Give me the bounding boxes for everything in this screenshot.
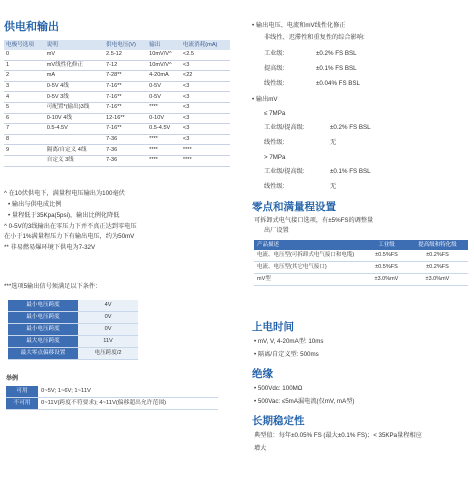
stability-line: 典型值：每年±0.05% FS (最大±0.1% FS)；< 35KPa量程相应: [254, 432, 422, 439]
table-cell: 0-5V 4线: [45, 81, 104, 92]
table-row: [254, 261, 468, 273]
table-cell: <3: [181, 81, 230, 92]
table-cell: 电流、电压型(其它电气接口): [254, 261, 366, 273]
table-cell: 7-36: [104, 155, 147, 166]
section-title-zero-span: 零点和满量程设置: [252, 201, 336, 213]
table-row: [4, 92, 230, 103]
table-cell: <3: [181, 134, 230, 145]
table-cell: 7-16**: [104, 81, 147, 92]
table-header-row: [4, 40, 230, 50]
zero-desc: 出厂设置: [264, 227, 289, 234]
table-cell: 0-10V 4线: [45, 113, 104, 124]
table-row: [4, 60, 230, 71]
table-cell: ±3.0%mV: [407, 273, 468, 285]
table-cell: 自定义 3线: [45, 155, 104, 166]
table-cell: ****: [181, 145, 230, 156]
table-cell: <3: [181, 102, 230, 113]
section-title-insulation: 绝缘: [252, 368, 273, 380]
table-row: [8, 312, 138, 324]
table-cell: 7-36: [104, 145, 147, 156]
insulation-line: • 500Vdc: 100MΩ: [254, 385, 303, 392]
table-cell: 7-36: [104, 134, 147, 145]
table-header: 工业级: [366, 240, 407, 250]
table-row: [6, 386, 218, 398]
config-label: 最大零点偏移设置: [8, 348, 78, 360]
table-row: [8, 336, 138, 348]
section-title-stability: 长期稳定性: [252, 415, 305, 427]
power-output-table: [4, 40, 230, 167]
table-cell: 0: [4, 50, 45, 60]
accuracy-label: 线性级:: [264, 183, 285, 190]
accuracy-label: 线性级:: [264, 139, 285, 146]
table-cell: 0-5V: [147, 81, 181, 92]
table-header: 说明: [45, 40, 104, 50]
table-cell: [4, 155, 45, 166]
config-value: 0V: [78, 312, 138, 324]
accuracy-value: 无: [330, 183, 337, 190]
table-cell: 12-16**: [104, 113, 147, 124]
note-line: • 输出与供电成比例: [8, 201, 62, 208]
table-header: 输出: [147, 40, 181, 50]
table-cell: 10mV/V^: [147, 50, 181, 60]
table-cell: 2: [4, 71, 45, 82]
note-line: • 量程低于35Kpa(5psi)，输出比例化降低: [8, 212, 120, 219]
table-cell: <3: [181, 60, 230, 71]
table-cell: 10mV/V^: [147, 60, 181, 71]
example-title: 举例: [6, 376, 19, 382]
mv-title: • 输出mV: [252, 96, 278, 103]
accuracy-intro: • 输出电压、电流和mV线性化修正: [252, 22, 346, 29]
config-label: 最小电压跨度: [8, 324, 78, 336]
table-cell: <22: [181, 71, 230, 82]
table-cell: 2.5-12: [104, 50, 147, 60]
table-cell: <3: [181, 92, 230, 103]
accuracy-label: 工业级/提高级:: [264, 124, 305, 131]
table-cell: 0.5-4.5V: [147, 124, 181, 135]
table-row: [8, 300, 138, 312]
note-line: ^ 在10伏供电下，满量程电压输出为100毫伏: [4, 190, 125, 197]
table-cell: 7-16**: [104, 124, 147, 135]
table-cell: ±3.0%mV: [366, 273, 407, 285]
config-value: 0V: [78, 324, 138, 336]
table-cell: 0-5V: [147, 92, 181, 103]
table-row: [8, 348, 138, 360]
table-cell: 3: [4, 81, 45, 92]
table-row: [4, 113, 230, 124]
note-line: 在小于1%满量程压力下有输出电压，约为50mV: [4, 233, 135, 240]
table-cell: ****: [147, 155, 181, 166]
table-cell: 电流、电压型(可拆卸式电气接口和电缆): [254, 250, 366, 261]
table-header: 供电电压(V): [104, 40, 147, 50]
table-cell: 1: [4, 60, 45, 71]
table-cell: 5: [4, 102, 45, 113]
table-cell: 0-5V 3线: [45, 92, 104, 103]
example-value: 0~11V(跨度不符要求); 4~11V(偏移超出允许范围): [38, 398, 218, 410]
table-cell: mA: [45, 71, 104, 82]
config-note: ***选项5输出信号须满足以下条件：: [4, 283, 102, 290]
accuracy-value: ±0.04% FS BSL: [316, 80, 360, 87]
table-cell: 7: [4, 124, 45, 135]
example-value: 0~5V; 1~6V; 1~11V: [38, 386, 218, 398]
table-cell: <3: [181, 124, 230, 135]
table-cell: mV线性化修正: [45, 60, 104, 71]
table-row: [4, 134, 230, 145]
table-row: [4, 81, 230, 92]
accuracy-value: 无: [330, 139, 337, 146]
section-title-power-output: 供电和输出: [4, 21, 59, 33]
table-cell: ±0.2%FS: [407, 261, 468, 273]
table-header: 电流消耗(mA): [181, 40, 230, 50]
config-value: 电压跨度/2: [78, 348, 138, 360]
table-cell: ****: [147, 134, 181, 145]
table-cell: 4-20mA: [147, 71, 181, 82]
table-cell: 可配置*(输出)3线: [45, 102, 104, 113]
table-cell: [45, 134, 104, 145]
accuracy-label: 线性级:: [264, 80, 285, 87]
table-cell: ±0.2%FS: [407, 250, 468, 261]
table-header: 提高级和特化级: [407, 240, 468, 250]
note-line: ^ 0-5V的3线输出在零压力下并不真正达到零电压: [4, 223, 137, 230]
table-cell: ****: [181, 155, 230, 166]
gt7-label: > 7MPa: [264, 154, 286, 161]
example-table: [6, 386, 218, 410]
table-cell: 隔离/自定义 4线: [45, 145, 104, 156]
config-table: [8, 300, 138, 360]
accuracy-label: 提高级:: [264, 65, 285, 72]
table-header: 产品描述: [254, 240, 366, 250]
table-cell: 8: [4, 134, 45, 145]
table-cell: <3: [181, 113, 230, 124]
accuracy-value: ±0.1% FS BSL: [330, 168, 371, 175]
power-on-line: • 隔离/自定义型: 500ms: [254, 351, 319, 358]
table-row: [254, 250, 468, 261]
accuracy-label: 工业级:: [264, 50, 285, 57]
power-on-line: • mV, V, 4-20mA型: 10ms: [254, 338, 324, 345]
zero-desc: 可拆卸式电气接口选项，有±5%FS的调整量: [254, 217, 374, 224]
table-row: [6, 398, 218, 410]
table-row: [8, 324, 138, 336]
config-value: 11V: [78, 336, 138, 348]
table-cell: ****: [147, 102, 181, 113]
config-label: 最小电压跨度: [8, 312, 78, 324]
section-title-power-on: 上电时间: [252, 321, 294, 333]
table-row: [4, 50, 230, 60]
table-row: [4, 102, 230, 113]
config-label: 最大电压跨度: [8, 336, 78, 348]
stability-line: 增大: [254, 445, 267, 452]
le7-label: ≤ 7MPa: [264, 110, 286, 117]
table-row: [4, 124, 230, 135]
table-row: [4, 155, 230, 166]
table-row: [4, 71, 230, 82]
table-cell: <2.5: [181, 50, 230, 60]
table-cell: 0-10V: [147, 113, 181, 124]
config-label: 最小电压跨度: [8, 300, 78, 312]
table-header: 电极号选项: [4, 40, 45, 50]
config-value: 4V: [78, 300, 138, 312]
note-line: ** 非易燃易爆环境下供电为7-32V: [4, 244, 96, 251]
table-cell: ****: [147, 145, 181, 156]
table-cell: 7-16**: [104, 102, 147, 113]
table-cell: 0.5-4.5V: [45, 124, 104, 135]
table-cell: ±0.5%FS: [366, 261, 407, 273]
table-cell: 6: [4, 113, 45, 124]
table-cell: 7-12: [104, 60, 147, 71]
zero-span-table: [254, 240, 468, 286]
example-label: 可用: [6, 386, 38, 398]
table-cell: 4: [4, 92, 45, 103]
accuracy-sub: 非线性、迟滞性和重复性的综合影响:: [264, 34, 365, 41]
example-label: 不可用: [6, 398, 38, 410]
insulation-line: • 500Vac: ≤5mA漏电流(仅mV, mA型): [254, 398, 355, 405]
table-cell: ±0.5%FS: [366, 250, 407, 261]
table-cell: mV型: [254, 273, 366, 285]
accuracy-value: ±0.2% FS BSL: [330, 124, 371, 131]
table-header-row: [254, 240, 468, 250]
table-row: [4, 145, 230, 156]
table-cell: mV: [45, 50, 104, 60]
accuracy-value: ±0.1% FS BSL: [316, 65, 357, 72]
table-row: [254, 273, 468, 285]
table-cell: 7-28**: [104, 71, 147, 82]
accuracy-label: 工业级/提高级:: [264, 168, 305, 175]
accuracy-value: ±0.2% FS BSL: [316, 50, 357, 57]
table-cell: 7-16**: [104, 92, 147, 103]
table-cell: 9: [4, 145, 45, 156]
